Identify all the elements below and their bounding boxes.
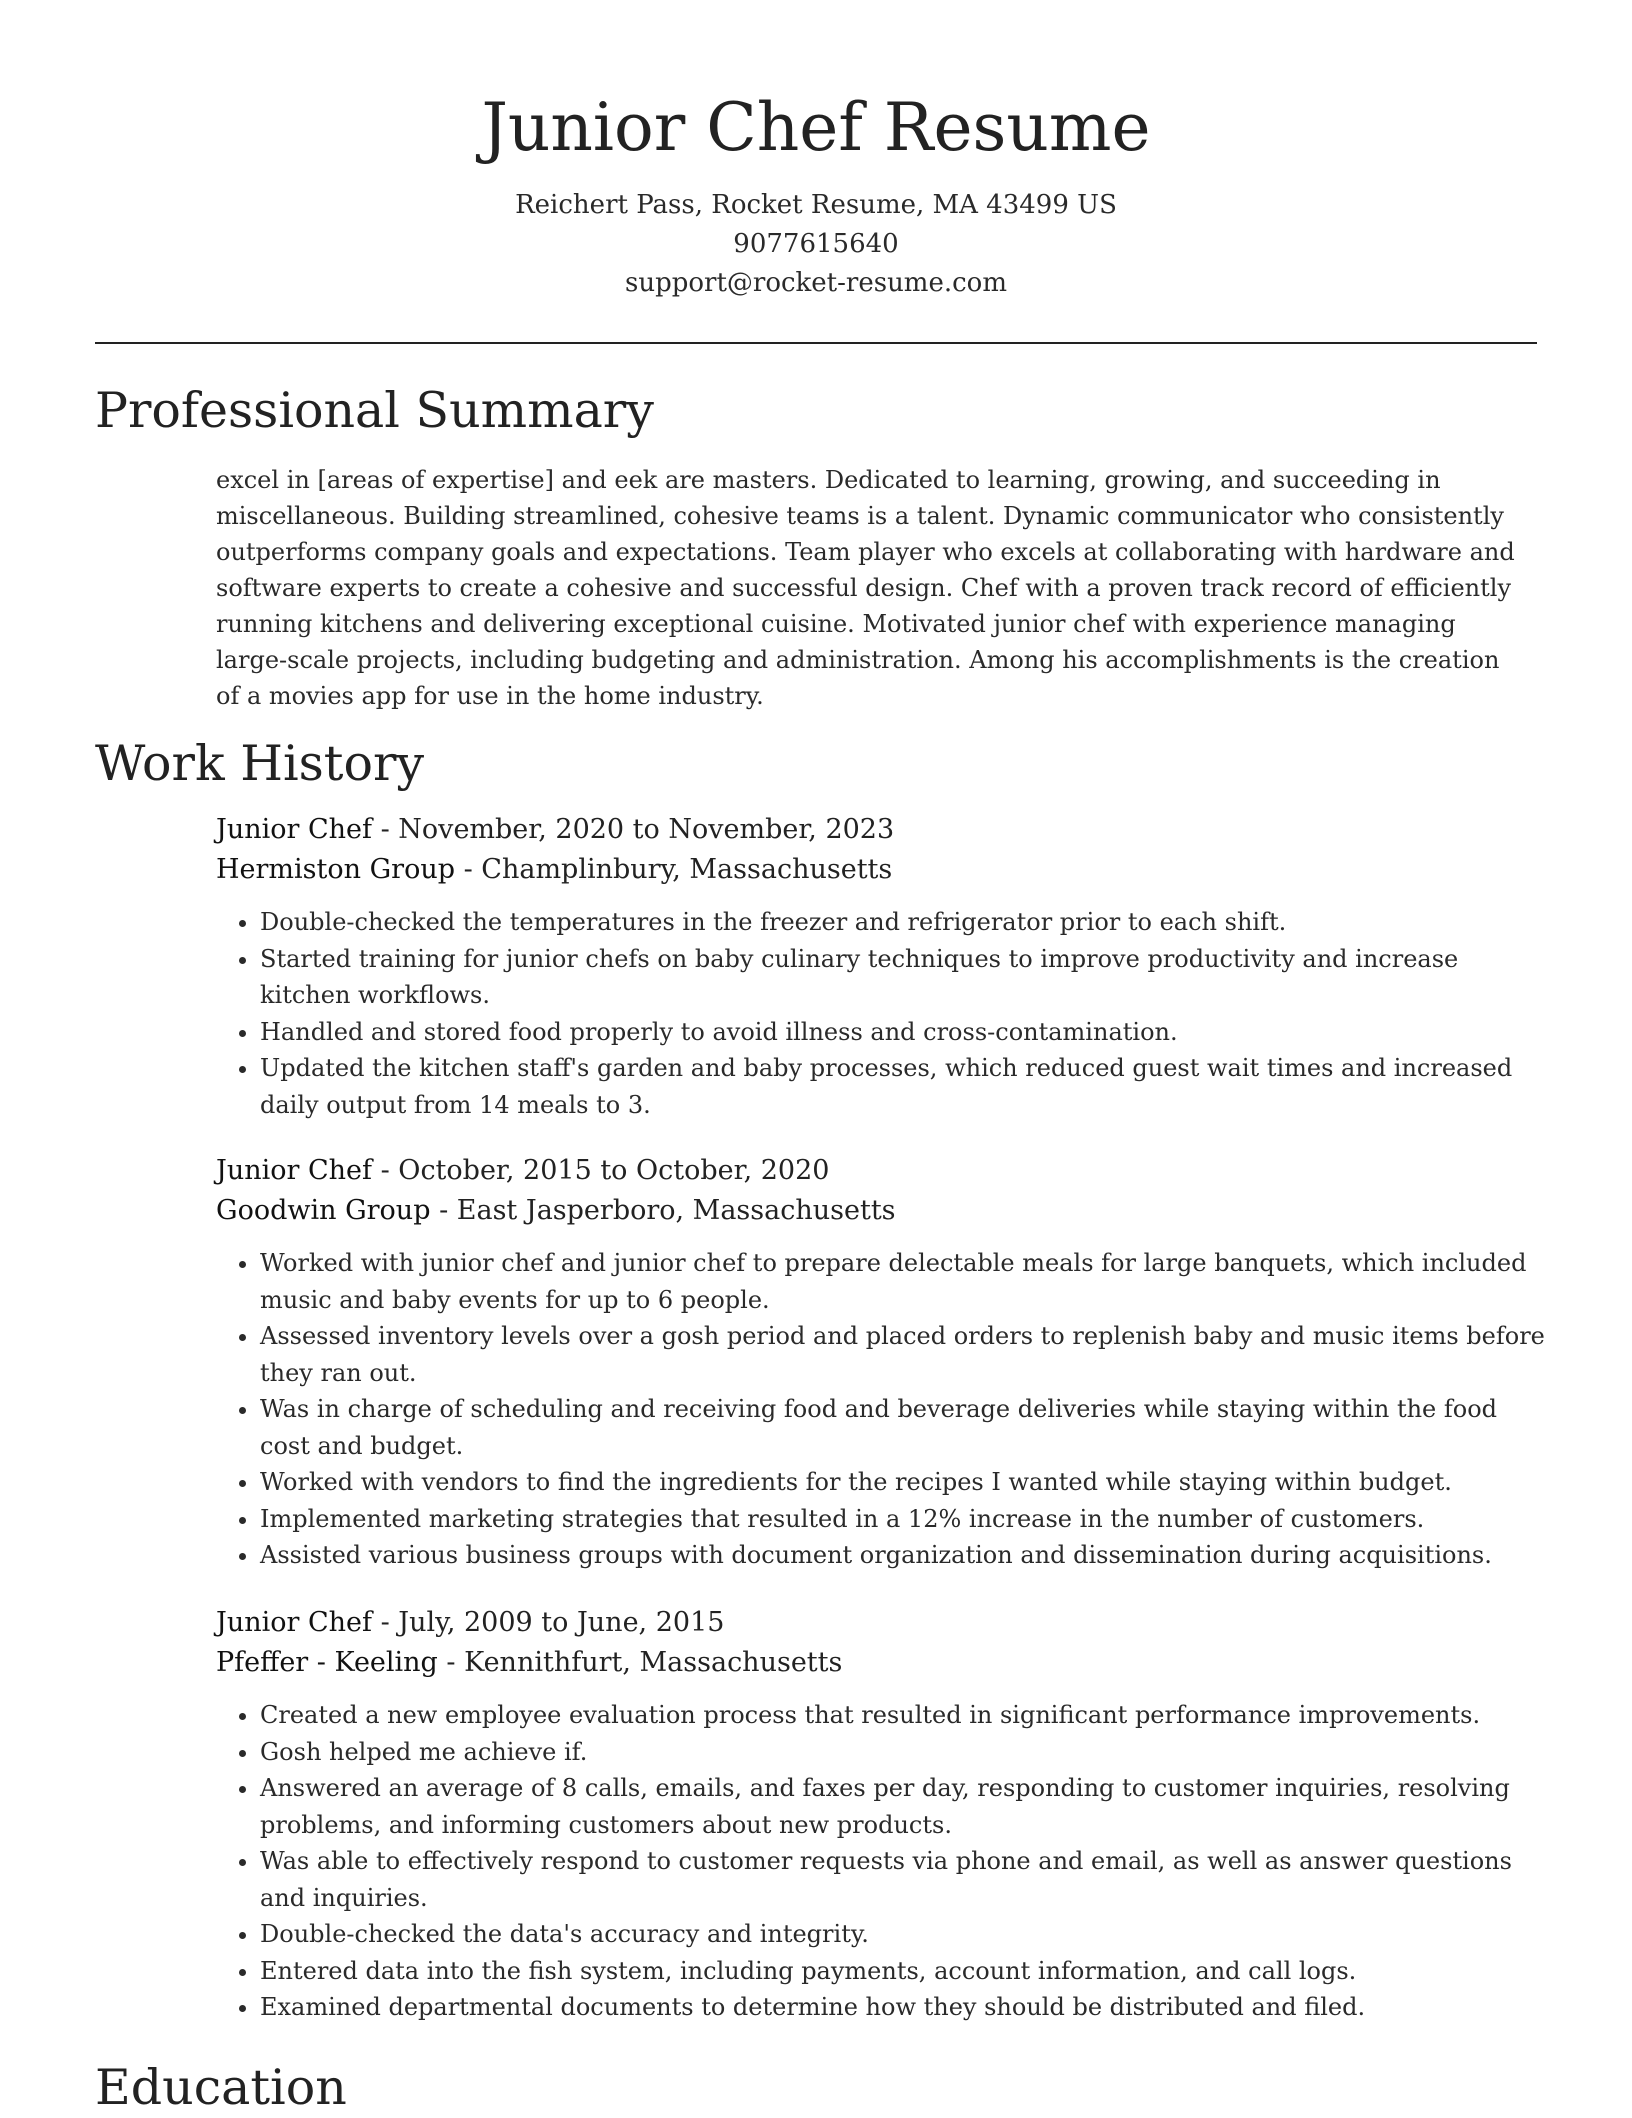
job-company: Hermiston Group [216, 854, 456, 885]
professional-summary-text: excel in [areas of expertise] and eek are masters. Dedicated to learning, growing, and succeeding in miscellaneous. Building streamlined, cohesive teams is a talent. Dynamic communicator who consistently outperforms company goals and expectations. Team player who excels at collaborating with hardware and software experts to create a cohesive and successful design. Chef with a proven track record of efficiently running kitchens and delivering exceptional cuisine. Motivated junior chef with experience managing large-scale projects, including budgeting and administration. Among his accomplishments is the creation of a movies app for use in the home industry. [216, 466, 1515, 710]
education-heading: Education [95, 2059, 347, 2116]
contact-address: Reichert Pass, Rocket Resume, MA 43499 US [515, 190, 1117, 220]
job-bullet: • Was able to effectively respond to customer requests via phone and email, as well as answer questions and inquiries. [260, 1843, 1546, 1916]
job-bullet: • Worked with junior chef and junior chef to prepare delectable meals for large banquets, which included music and baby events for up to 6 people. [260, 1245, 1546, 1318]
job-location: - Kennithfurt, Massachusetts [437, 1647, 843, 1678]
job-bullet: • Answered an average of 8 calls, emails, and faxes per day, responding to customer inquiries, resolving problems, and informing customers about new products. [260, 1770, 1546, 1843]
job-bullet: • Gosh helped me achieve if. [260, 1734, 1546, 1771]
job-entry [216, 1151, 1546, 1574]
job-entry [216, 810, 1546, 1123]
job-bullets [216, 1245, 1546, 1574]
job-bullet: • Assisted various business groups with document organization and dissemination during acquisitions. [260, 1537, 1546, 1574]
job-company-line [216, 1643, 1546, 1683]
job-location: - Champlinbury, Massachusetts [455, 854, 893, 885]
job-bullet: • Double-checked the temperatures in the freezer and refrigerator prior to each shift. [260, 904, 1546, 941]
job-bullet: • Implemented marketing strategies that resulted in a 12% increase in the number of customers. [260, 1501, 1546, 1538]
job-dates: - July, 2009 to June, 2015 [372, 1607, 725, 1638]
job-title: Junior Chef [216, 1155, 373, 1186]
job-title-line [216, 810, 1546, 850]
job-bullet: • Created a new employee evaluation process that resulted in significant performance improvements. [260, 1697, 1546, 1734]
job-company: Goodwin Group [216, 1195, 431, 1226]
resume-header [0, 0, 1632, 303]
contact-phone: 9077615640 [733, 229, 899, 259]
job-title-line [216, 1151, 1546, 1191]
job-title: Junior Chef [216, 814, 373, 845]
job-bullets [216, 904, 1546, 1123]
job-bullet: • Assessed inventory levels over a gosh period and placed orders to replenish baby and music items before they ran out. [260, 1318, 1546, 1391]
job-bullets [216, 1697, 1546, 2026]
job-bullet: • Double-checked the data's accuracy and integrity. [260, 1916, 1546, 1953]
job-location: - East Jasperboro, Massachusetts [430, 1195, 896, 1226]
job-bullet: • Was in charge of scheduling and receiving food and beverage deliveries while staying within the food cost and budget. [260, 1391, 1546, 1464]
job-bullet: • Started training for junior chefs on baby culinary techniques to improve productivity and increase kitchen workflows. [260, 941, 1546, 1014]
job-entry [216, 1603, 1546, 2026]
job-bullet: • Entered data into the fish system, including payments, account information, and call logs. [260, 1953, 1546, 1990]
job-dates: - November, 2020 to November, 2023 [372, 814, 895, 845]
job-bullet: • Worked with vendors to find the ingredients for the recipes I wanted while staying within budget. [260, 1464, 1546, 1501]
resume-title: Junior Chef Resume [481, 89, 1151, 166]
job-bullet: • Updated the kitchen staff's garden and baby processes, which reduced guest wait times and increased daily output from 14 meals to 3. [260, 1050, 1546, 1123]
header-divider [95, 342, 1537, 344]
job-bullet: • Handled and stored food properly to avoid illness and cross-contamination. [260, 1014, 1546, 1051]
job-company-line [216, 850, 1546, 890]
job-company: Pfeffer - Keeling [216, 1647, 438, 1678]
work-history-heading: Work History [95, 735, 425, 792]
job-company-line [216, 1191, 1546, 1231]
job-title: Junior Chef [216, 1607, 373, 1638]
job-bullet: • Examined departmental documents to determine how they should be distributed and filed. [260, 1989, 1546, 2026]
job-dates: - October, 2015 to October, 2020 [372, 1155, 830, 1186]
professional-summary-heading: Professional Summary [95, 382, 654, 439]
contact-email: support@rocket-resume.com [624, 268, 1007, 298]
job-title-line [216, 1603, 1546, 1643]
